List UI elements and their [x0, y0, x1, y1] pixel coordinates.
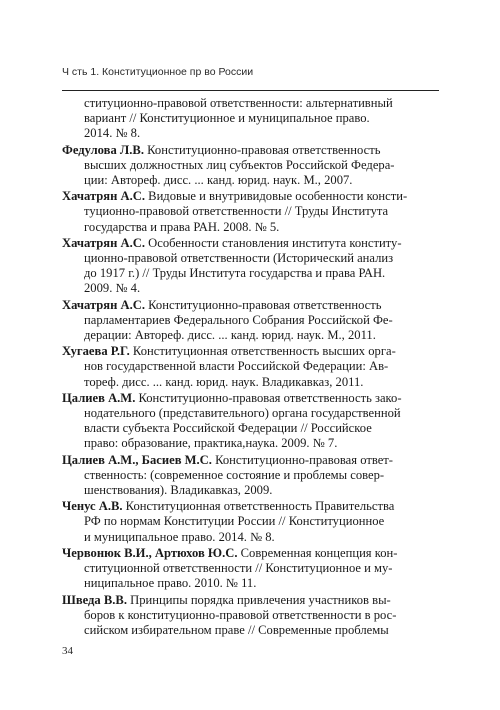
entry-text: парламентариев Федерального Собрания Российской Фе- — [84, 312, 393, 327]
entry-line — [62, 421, 441, 436]
entry-text: Конституционно-правовая ответственность — [145, 297, 382, 312]
header-rule — [62, 90, 439, 91]
bibliography-entry — [62, 391, 441, 452]
entry-line — [62, 281, 441, 296]
entry-line — [62, 204, 441, 219]
entry-line — [62, 391, 441, 406]
entry-text: ственность: (современное состояние и проблемы совер- — [84, 467, 385, 482]
bibliography-entry — [62, 96, 441, 142]
bibliography-list — [62, 96, 441, 639]
entry-text: ституционно-правовой ответственности: альтернативный — [84, 96, 393, 110]
entry-text: Особенности становления института конститу- — [145, 235, 402, 250]
entry-line — [62, 266, 441, 281]
entry-text: тореф. дисс. ... канд. юрид. наук. Владикавказ, 2011. — [84, 374, 364, 389]
entry-line — [62, 126, 441, 141]
entry-text: Конституционно-правовая ответственность зако- — [135, 390, 402, 405]
entry-line — [62, 111, 441, 126]
entry-line — [62, 375, 441, 390]
entry-line — [62, 236, 441, 251]
entry-text: РФ по нормам Конституции России // Конституционное — [84, 514, 385, 529]
entry-line — [62, 158, 441, 173]
bibliography-entry — [62, 453, 441, 499]
running-head: Ч сть 1. Конституционное пр во России — [62, 66, 254, 78]
entry-text: ции: Автореф. дисс. ... канд. юрид. наук. М., 2007. — [84, 173, 353, 188]
entry-line — [62, 453, 441, 468]
entry-line — [62, 593, 441, 608]
entry-text: боров к конституционно-правовой ответственности в рос- — [84, 607, 397, 622]
entry-author: Хачатрян А.С. — [62, 235, 146, 250]
entry-text: сийском избирательном праве // Современные проблемы — [84, 622, 389, 637]
entry-line — [62, 313, 441, 328]
entry-text: Конституционная ответственность Правительства — [122, 499, 395, 514]
entry-author: Шведа В.В. — [62, 592, 127, 607]
entry-text: вариант // Конституционное и муниципальное право. — [84, 111, 370, 126]
entry-text: до 1917 г.) // Труды Института государства и права РАН. — [84, 266, 386, 281]
entry-text: государства и права РАН. 2008. № 5. — [84, 219, 280, 234]
entry-text: Конституционно-правовая ответственность — [143, 142, 381, 157]
bibliography-entry — [62, 189, 441, 235]
bibliography-entry — [62, 344, 441, 390]
entry-line — [62, 96, 441, 111]
entry-text: ституционной ответственности // Конституционное и му- — [84, 561, 393, 576]
entry-author: Хачатрян А.С. — [62, 297, 146, 312]
entry-line — [62, 406, 441, 421]
entry-line — [62, 173, 441, 188]
entry-line — [62, 623, 441, 638]
entry-text: нодательного (представительного) органа государственной — [84, 406, 401, 421]
entry-text: Конституционно-правовая ответ- — [211, 452, 393, 467]
entry-line — [62, 546, 441, 561]
entry-text: право: образование, практика,наука. 2009. № 7. — [84, 436, 338, 451]
entry-line — [62, 468, 441, 483]
entry-line — [62, 143, 441, 158]
entry-author: Федулова Л.В. — [62, 142, 144, 157]
entry-line — [62, 436, 441, 451]
entry-line — [62, 251, 441, 266]
entry-text: власти субъекта Российской Федерации // Российское — [84, 421, 372, 436]
entry-line — [62, 530, 441, 545]
entry-line — [62, 298, 441, 313]
bibliography-entry — [62, 593, 441, 639]
bibliography-entry — [62, 143, 441, 189]
entry-text: 2009. № 4. — [84, 281, 141, 296]
entry-author: Хугаева Р.Г. — [62, 344, 130, 359]
entry-text: шенствования). Владикавказ, 2009. — [84, 483, 273, 498]
entry-text: дерации: Автореф. дисс. ... канд. юрид. наук. М., 2011. — [84, 328, 376, 343]
entry-author: Хачатрян А.С. — [62, 189, 146, 204]
entry-author: Цалиев А.М., Басиев М.С. — [62, 452, 212, 467]
entry-text: ниципальное право. 2010. № 11. — [84, 576, 257, 591]
bibliography-entry — [62, 546, 441, 592]
entry-text: 2014. № 8. — [84, 126, 141, 141]
page-number: 34 — [62, 645, 73, 657]
entry-text: и муниципальное право. 2014. № 8. — [84, 529, 275, 544]
entry-author: Цалиев А.М. — [62, 390, 136, 405]
entry-line — [62, 576, 441, 591]
entry-line — [62, 344, 441, 359]
entry-text: Современная концепция кон- — [237, 545, 398, 560]
entry-line — [62, 514, 441, 529]
entry-line — [62, 561, 441, 576]
entry-text: туционно-правовой ответственности // Труды Института — [84, 204, 389, 219]
entry-text: ционно-правовой ответственности (Исторический анализ — [84, 251, 394, 266]
entry-line — [62, 359, 441, 374]
entry-text: Видовые и внутривидовые особенности консти- — [145, 189, 408, 204]
entry-line — [62, 220, 441, 235]
entry-line — [62, 483, 441, 498]
entry-author: Червонюк В.И., Артюхов Ю.С. — [62, 545, 238, 560]
entry-text: нов государственной власти Российской Федерации: Ав- — [84, 359, 389, 374]
entry-text: Принципы порядка привлечения участников вы- — [126, 592, 391, 607]
entry-text: Конституционная ответственность высших орга- — [129, 344, 396, 359]
bibliography-entry — [62, 298, 441, 344]
entry-text: высших должностных лиц субъектов Российской Федера- — [84, 157, 395, 172]
entry-line — [62, 189, 441, 204]
entry-line — [62, 499, 441, 514]
entry-line — [62, 608, 441, 623]
entry-author: Ченус А.В. — [62, 499, 123, 514]
bibliography-entry — [62, 499, 441, 545]
bibliography-entry — [62, 236, 441, 297]
entry-line — [62, 328, 441, 343]
